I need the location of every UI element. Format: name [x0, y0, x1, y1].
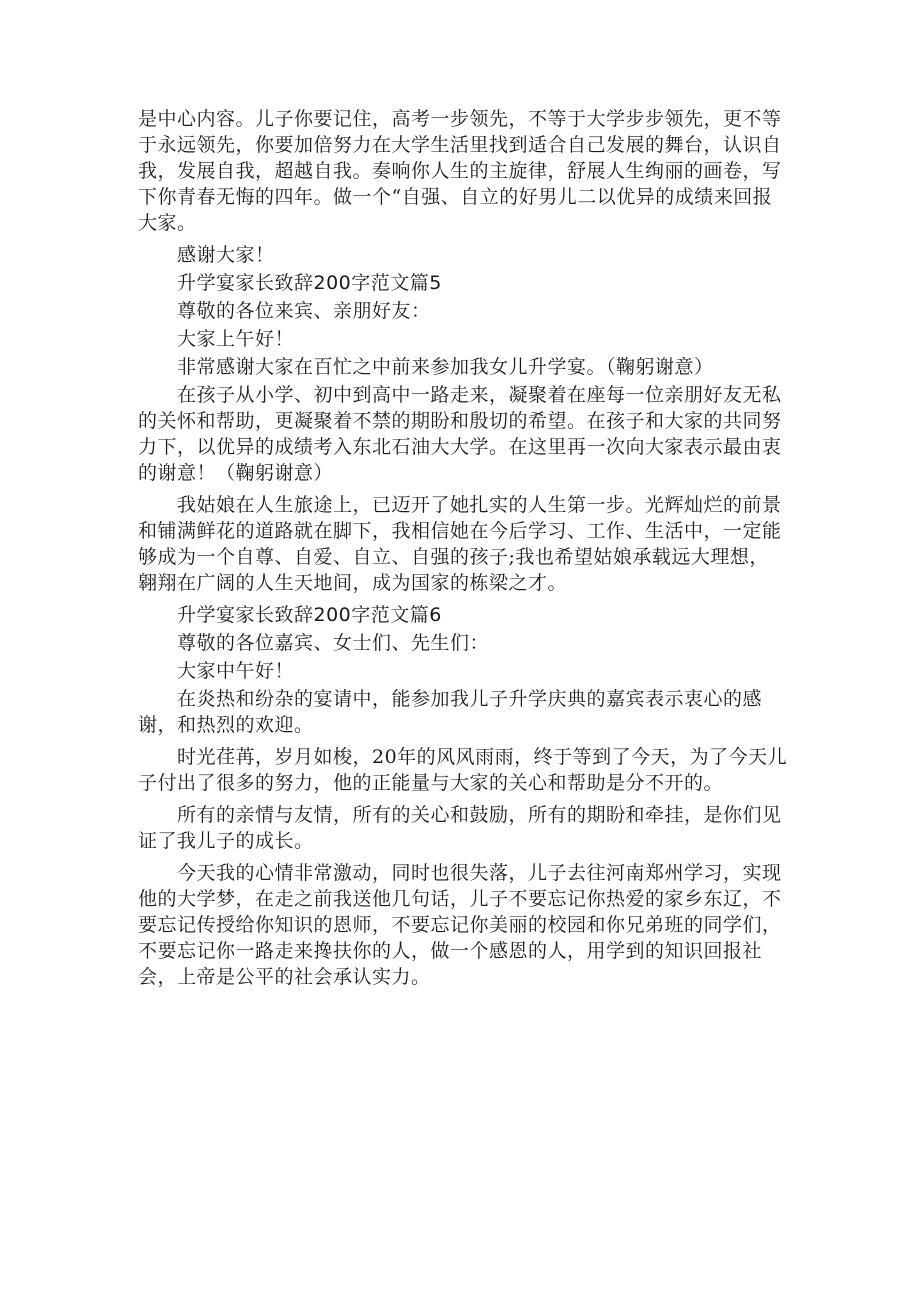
- salutation-guests: 尊敬的各位来宾、亲朋好友：: [177, 300, 431, 322]
- salutation-ladies-gentlemen: 尊敬的各位嘉宾、女士们、先生们：: [177, 632, 490, 654]
- paragraph-time-passes: 时光荏苒，岁月如梭，20年的风风雨雨，终于等到了今天，为了今天儿子付出了很多的努力，他的正能量与大家的关心和帮助是分不开的。: [138, 746, 788, 794]
- paragraph-thanks-attendance: 非常感谢大家在百忙之中前来参加我女儿升学宴。（鞠躬谢意）: [177, 356, 714, 378]
- greeting-noon: 大家中午好！: [177, 660, 295, 682]
- paragraph-gratitude: 在孩子从小学、初中到高中一路走来，凝聚着在座每一位亲朋好友无私的关怀和帮助，更凝聚着不禁的期盼和殷切的希望。在孩子和大家的共同努力下，以优异的成绩考入东北石油大大学。在这里再一次向大家表示最由衷的谢意！（鞠躬谢意）: [138, 384, 782, 484]
- document-page: [138, 106, 788, 996]
- section-heading-6: 升学宴家长致辞200字范文篇6: [177, 604, 442, 626]
- paragraph-farewell-advice: 今天我的心情非常激动，同时也很失落，儿子去往河南郑州学习，实现他的大学梦，在走之前我送他几句话，儿子不要忘记你热爱的家乡东辽，不要忘记传授给你知识的恩师，不要忘记你美丽的校园和你兄弟班的同学们，不要忘记你一路走来搀扶你的人，做一个感恩的人，用学到的知识回报社会，上帝是公平的社会承认实力。: [138, 862, 782, 988]
- paragraph-daughter-hopes: 我姑娘在人生旅途上，已迈开了她扎实的人生第一步。光辉灿烂的前景和铺满鲜花的道路就在脚下，我相信她在今后学习、工作、生活中，一定能够成为一个自尊、自爱、自立、自强的孩子;我也希望姑娘承载远大理想，翱翔在广阔的人生天地间，成为国家的栋梁之才。: [138, 494, 782, 594]
- paragraph-closing-continuation: 是中心内容。儿子你要记住，高考一步领先，不等于大学步步领先，更不等于永远领先，你要加倍努力在大学生活里找到适合自己发展的舞台，认识自我，发展自我，超越自我。奏响你人生的主旋律，舒展人生绚丽的画卷，写下你青春无悔的四年。做一个“自强、自立的好男儿二以优异的成绩来回报大家。: [138, 108, 782, 234]
- paragraph-family-friends: 所有的亲情与友情，所有的关心和鼓励，所有的期盼和牵挂，是你们见证了我儿子的成长。: [138, 804, 782, 852]
- paragraph-thanks: 感谢大家！: [177, 244, 275, 266]
- section-heading-5: 升学宴家长致辞200字范文篇5: [177, 272, 442, 294]
- greeting-morning: 大家上午好！: [177, 328, 295, 350]
- paragraph-welcome: 在炎热和纷杂的宴请中，能参加我儿子升学庆典的嘉宾表示衷心的感谢，和热烈的欢迎。: [138, 688, 763, 736]
